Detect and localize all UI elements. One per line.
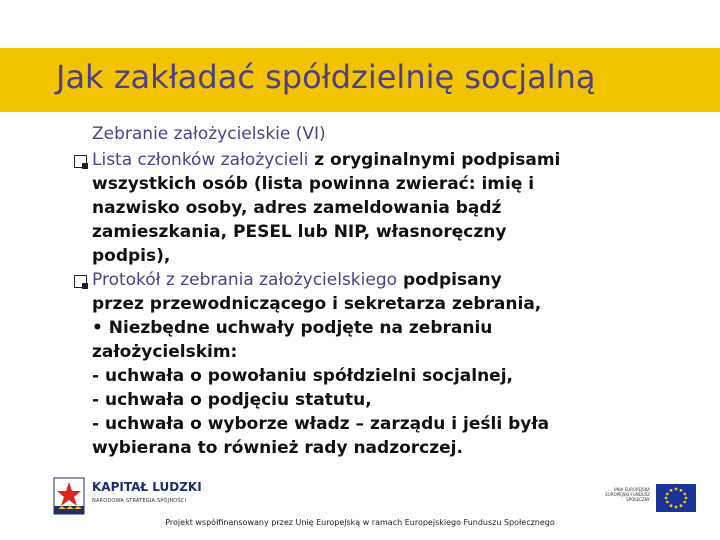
item-text: wszystkich osób (lista powinna zwierać: imię i xyxy=(92,174,535,194)
item-text: wybierana to również rady nadzorczej. xyxy=(92,438,463,458)
item-text: - uchwała o podjęciu statutu, xyxy=(92,390,372,410)
item-text: - uchwała o powołaniu spółdzielni socjalnej, xyxy=(92,366,513,386)
item-text: nazwisko osoby, adres zameldowania bądź xyxy=(92,198,502,218)
item-text: zamieszkania, PESEL lub NIP, własnoręczny xyxy=(92,222,507,242)
slide-subtitle: Zebranie założycielskie (VI) xyxy=(92,124,326,144)
item-text: przez przewodniczącego i sekretarza zebrania, xyxy=(92,294,542,314)
slide-content xyxy=(72,148,672,460)
item-text: założycielskim: xyxy=(92,342,238,362)
checkbox-bullet-icon xyxy=(74,155,87,168)
slide-title: Jak zakładać spółdzielnię socjalną xyxy=(56,58,596,96)
star-logo-icon xyxy=(52,476,86,516)
checkbox-bullet-icon xyxy=(74,275,87,288)
item-text: podpis), xyxy=(92,246,171,266)
item-heading: Protokół z zebrania założycielskiego xyxy=(92,270,398,290)
eu-label: UNIA EUROPEJSKA EUROPEJSKI FUNDUSZ SPOŁECZNY xyxy=(605,487,650,502)
logo-name: KAPITAŁ LUDZKI xyxy=(92,480,202,494)
eu-flag-icon xyxy=(656,484,696,512)
item-heading: Lista członków założycieli xyxy=(92,150,309,170)
footer-caption: Projekt współfinansowany przez Unię Europejską w ramach Europejskiego Funduszu Społecznego xyxy=(165,518,555,527)
logo-subtitle: NARODOWA STRATEGIA SPÓJNOŚCI xyxy=(92,498,187,504)
item-text: - uchwała o wyborze władz – zarządu i jeśli była xyxy=(92,414,550,434)
item-text: podpisany xyxy=(397,270,502,290)
item-text: • Niezbędne uchwały podjęte na zebraniu xyxy=(92,318,493,338)
item-text: z oryginalnymi podpisami xyxy=(308,150,561,170)
list-item-protocol xyxy=(72,268,672,460)
list-item-members xyxy=(72,148,672,268)
kapital-ludzki-logo xyxy=(52,476,202,516)
